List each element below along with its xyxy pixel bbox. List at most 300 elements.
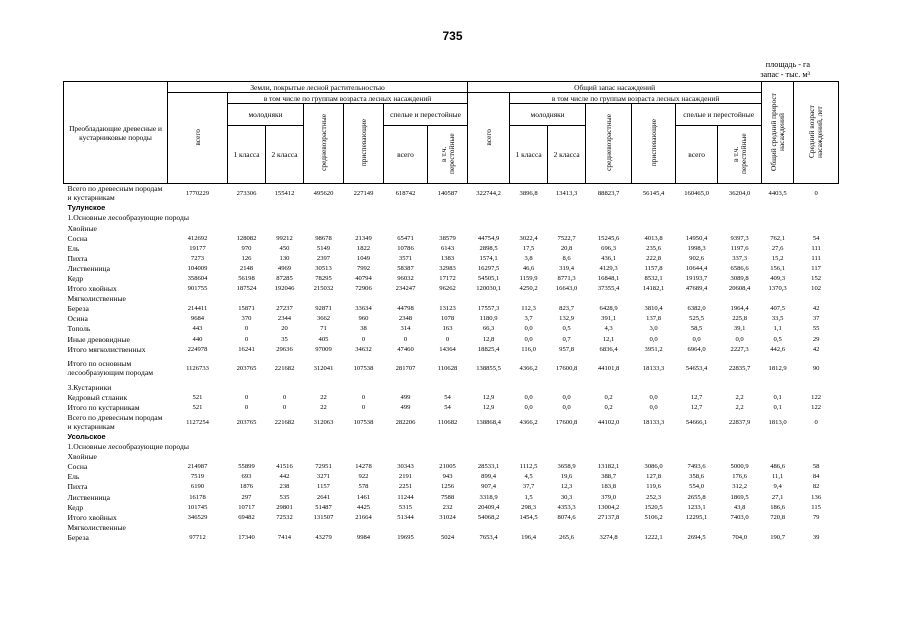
- cell-value: 1049: [356, 254, 371, 262]
- cell-value: 391,1: [601, 315, 617, 323]
- cell-value: 137,8: [646, 315, 662, 323]
- cell-value: 7493,6: [687, 463, 706, 471]
- cell-value: 215032: [313, 285, 334, 293]
- cell-value: 297: [241, 493, 252, 501]
- cell-value: 0,0: [524, 404, 533, 412]
- cell-value: 18825,4: [477, 345, 500, 353]
- cell-value: 1574,1: [479, 254, 498, 262]
- cell-value: 495620: [304, 184, 344, 203]
- cell-value: 9684: [190, 315, 205, 323]
- cell-value: 38: [360, 325, 367, 333]
- cell-value: 823,7: [559, 305, 575, 313]
- cell-value: 82: [812, 483, 820, 491]
- cell-value: 1520,5: [644, 503, 663, 511]
- table-row: [64, 472, 839, 482]
- cell-value: 5315: [398, 503, 413, 511]
- cell-value: 3571: [398, 254, 413, 262]
- cell-value: 499: [400, 394, 411, 402]
- table-row: [64, 403, 839, 413]
- cell-value: 17172: [439, 275, 456, 282]
- cell-value: 298,3: [521, 503, 537, 511]
- cell-value: 54505,1: [477, 275, 500, 282]
- cell-value: 7992: [356, 264, 371, 272]
- cell-value: 0,0: [524, 335, 533, 343]
- row-label: Кедр: [67, 502, 84, 512]
- cell-value: 3,0: [649, 325, 658, 333]
- cell-value: 224978: [187, 345, 208, 353]
- forest-stock-table: [63, 81, 839, 543]
- cell-value: 8771,3: [557, 275, 576, 282]
- cell-value: 97712: [189, 533, 206, 541]
- cell-value: 51487: [315, 503, 332, 511]
- cell-value: 156,1: [770, 264, 786, 272]
- cell-value: 51344: [397, 513, 414, 521]
- cell-value: 101745: [187, 503, 208, 511]
- units-stock: запас - тыс. м³: [760, 70, 810, 79]
- cell-value: 96032: [397, 275, 414, 282]
- cell-value: 72906: [355, 285, 372, 293]
- header-growth: Общий средний прирост насаждений: [762, 82, 794, 184]
- cell-value: 409,3: [770, 275, 786, 282]
- cell-value: 183,8: [601, 483, 617, 491]
- cell-value: 187524: [236, 285, 257, 293]
- cell-value: 90: [812, 364, 820, 372]
- row-label: Всего по древесным породам и кустарникам: [64, 184, 168, 203]
- cell-value: 15245,6: [597, 234, 620, 242]
- row-label: Пихта: [67, 253, 88, 263]
- cell-value: 312063: [313, 418, 334, 426]
- cell-value: 8074,6: [557, 513, 576, 521]
- table-row: [64, 184, 839, 203]
- cell-value: 1,1: [773, 325, 782, 333]
- cell-value: 110628: [437, 364, 458, 372]
- group-heading-row: [64, 442, 839, 452]
- cell-value: 970: [241, 244, 252, 252]
- cell-value: 1256: [440, 483, 455, 491]
- row-label: Итого по кустарникам: [67, 403, 140, 413]
- cell-value: 720,8: [770, 513, 786, 521]
- cell-value: 0: [361, 394, 366, 402]
- cell-value: 54: [812, 234, 820, 242]
- cell-value: 92871: [315, 305, 332, 313]
- cell-value: 14364: [439, 345, 456, 353]
- header-stock-middle: средневозрастные: [586, 104, 632, 184]
- cell-value: 140587: [428, 184, 468, 203]
- cell-value: 319,4: [559, 264, 575, 272]
- header-area-class1: 1 класса: [228, 126, 266, 184]
- cell-value: 696,3: [601, 244, 617, 252]
- cell-value: 1180,9: [479, 315, 498, 323]
- row-label: Кедр: [67, 274, 84, 283]
- cell-value: 2898,5: [479, 244, 498, 252]
- cell-value: 1157: [317, 483, 330, 491]
- header-area-young: молодняки: [228, 104, 304, 126]
- cell-value: 39: [812, 533, 820, 541]
- cell-value: 12,7: [690, 404, 703, 412]
- cell-value: 20: [281, 325, 288, 333]
- cell-value: 4353,3: [557, 503, 576, 511]
- cell-value: 54666,1: [685, 418, 708, 426]
- cell-value: 960: [358, 315, 369, 323]
- cell-value: 5024: [440, 533, 455, 541]
- cell-value: 0: [403, 335, 408, 343]
- cell-value: 17340: [238, 533, 255, 541]
- cell-value: 56145,4: [632, 184, 676, 203]
- cell-value: 442,6: [770, 345, 786, 353]
- cell-value: 1126733: [186, 364, 209, 372]
- cell-value: 112,3: [521, 305, 536, 313]
- cell-value: 96262: [439, 285, 456, 293]
- cell-value: 4366,2: [519, 364, 538, 372]
- header-avg-age: Средний возраст насаждений, лет: [794, 82, 839, 184]
- cell-value: 499: [400, 404, 411, 412]
- cell-value: 58387: [397, 264, 414, 272]
- row-label: Ель: [67, 243, 80, 253]
- header-area-overmature: в т.ч. перестойные: [428, 126, 468, 184]
- cell-value: 21349: [355, 234, 372, 242]
- cell-value: 44754,9: [477, 234, 500, 242]
- cell-value: 2397: [316, 254, 331, 262]
- group-heading-row: [64, 452, 839, 462]
- cell-value: 346529: [187, 513, 208, 521]
- cell-value: 27,1: [771, 493, 784, 501]
- cell-value: 6190: [190, 483, 205, 491]
- header-stock-class2: 2 класса: [548, 126, 586, 184]
- cell-value: 127,8: [646, 473, 662, 481]
- table-row: [64, 462, 839, 472]
- row-label: 1.Основные лесообразующие породы: [67, 213, 189, 223]
- cell-value: 163: [442, 325, 453, 333]
- cell-value: 901755: [187, 285, 208, 293]
- cell-value: 1461: [356, 493, 371, 501]
- row-label: Тополь: [67, 324, 91, 334]
- row-label: Итого по основным лесообразующим породам: [67, 359, 154, 378]
- cell-value: 312,2: [732, 483, 748, 491]
- cell-value: 186,6: [770, 503, 786, 511]
- cell-value: 2148: [239, 264, 254, 272]
- cell-value: 107538: [353, 364, 374, 372]
- cell-value: 69482: [238, 513, 255, 521]
- cell-value: 12,3: [560, 483, 573, 491]
- table-row: [64, 314, 839, 324]
- cell-value: 107538: [353, 418, 374, 426]
- cell-value: 37: [812, 315, 820, 323]
- cell-value: 314: [400, 325, 411, 333]
- cell-value: 72951: [315, 463, 332, 471]
- row-label: Кедровый стланик: [67, 393, 128, 403]
- header-area-middle: средневозрастные: [304, 104, 344, 184]
- cell-value: 1812,9: [768, 364, 787, 372]
- cell-value: 370: [241, 315, 252, 323]
- cell-value: 0,2: [604, 404, 613, 412]
- cell-value: 6428,9: [599, 305, 618, 313]
- cell-value: 56198: [238, 275, 255, 282]
- cell-value: 2251: [398, 483, 413, 491]
- cell-value: 235,6: [646, 244, 662, 252]
- cell-value: 28533,1: [477, 463, 500, 471]
- cell-value: 1869,5: [730, 493, 749, 501]
- cell-value: 3,8: [524, 254, 533, 262]
- cell-value: 0,0: [524, 394, 533, 402]
- cell-value: 5106,2: [644, 513, 663, 521]
- cell-value: 40794: [355, 275, 372, 282]
- cell-value: 136: [811, 493, 822, 501]
- header-stock-mature-total: всего: [676, 126, 718, 184]
- cell-value: 16178: [189, 493, 206, 501]
- row-label: Итого хвойных: [67, 284, 117, 294]
- cell-value: 1,5: [524, 493, 533, 501]
- cell-value: 0: [244, 335, 249, 343]
- cell-value: 34632: [355, 345, 372, 353]
- cell-value: 176,6: [732, 473, 748, 481]
- cell-value: 33634: [355, 305, 372, 313]
- cell-value: 5149: [316, 244, 331, 252]
- cell-value: 693: [241, 473, 252, 481]
- cell-value: 203765: [236, 364, 257, 372]
- header-species: Преобладающие древесные и кустарниковые породы: [64, 82, 168, 184]
- cell-value: 41516: [276, 463, 293, 471]
- cell-value: 54068,2: [477, 513, 500, 521]
- row-label: 1.Основные лесообразующие породы: [67, 442, 189, 452]
- table-body: [64, 184, 839, 543]
- cell-value: 19695: [397, 533, 414, 541]
- cell-value: 43,8: [733, 503, 746, 511]
- cell-value: 0,5: [562, 325, 571, 333]
- cell-value: 521: [192, 394, 203, 402]
- cell-value: 16297,5: [477, 264, 500, 272]
- cell-value: 3086,0: [644, 463, 663, 471]
- cell-value: 7273: [190, 254, 205, 262]
- cell-value: 104009: [187, 264, 208, 272]
- table-row: [64, 273, 839, 283]
- cell-value: 535: [279, 493, 290, 501]
- cell-value: 0,0: [649, 404, 658, 412]
- cell-value: 71: [320, 325, 327, 333]
- cell-value: 14182,1: [642, 285, 665, 293]
- header-area-mature: спелые и перестойные: [384, 104, 468, 126]
- cell-value: 54: [444, 394, 451, 402]
- cell-value: 12,7: [690, 394, 703, 402]
- cell-value: 943: [442, 473, 453, 481]
- cell-value: 0,0: [692, 335, 701, 343]
- table-row: [64, 324, 839, 334]
- cell-value: 13413,3: [548, 184, 586, 203]
- cell-value: 618742: [384, 184, 428, 203]
- header-stock-young: молодняки: [510, 104, 586, 126]
- table-row: [64, 532, 839, 542]
- cell-value: 98678: [315, 234, 332, 242]
- cell-value: 55: [812, 325, 820, 333]
- cell-value: 554,0: [689, 483, 705, 491]
- cell-value: 131507: [313, 513, 334, 521]
- cell-value: 4250,2: [519, 285, 538, 293]
- cell-value: 225,8: [732, 315, 748, 323]
- cell-value: 232: [442, 503, 453, 511]
- table-row: [64, 354, 839, 382]
- group-heading-row: [64, 213, 839, 223]
- cell-value: 16848,1: [597, 275, 620, 282]
- cell-value: 0,0: [649, 394, 658, 402]
- cell-value: 115: [811, 503, 821, 511]
- cell-value: 36204,0: [718, 184, 762, 203]
- cell-value: 9397,3: [730, 234, 749, 242]
- cell-value: 7414: [277, 533, 292, 541]
- cell-value: 132,9: [559, 315, 575, 323]
- cell-value: 0: [445, 335, 450, 343]
- cell-value: 0,0: [735, 335, 744, 343]
- cell-value: 78295: [315, 275, 332, 282]
- cell-value: 126: [241, 254, 252, 262]
- group-heading-row: [64, 294, 839, 304]
- cell-value: 17600,8: [555, 364, 578, 372]
- cell-value: 704,0: [732, 533, 748, 541]
- cell-value: 1127254: [186, 418, 209, 426]
- row-label: Лиственница: [67, 492, 110, 502]
- cell-value: 2191: [398, 473, 413, 481]
- cell-value: 196,4: [521, 533, 537, 541]
- cell-value: 4,3: [604, 325, 613, 333]
- cell-value: 1383: [440, 254, 455, 262]
- header-stock-mature: спелые и перестойные: [676, 104, 762, 126]
- cell-value: 0: [244, 325, 249, 333]
- cell-value: 54: [444, 404, 451, 412]
- cell-value: 44798: [397, 305, 414, 313]
- cell-value: 1078: [440, 315, 455, 323]
- cell-value: 12,9: [482, 394, 495, 402]
- cell-value: 578: [358, 483, 369, 491]
- cell-value: 155412: [266, 184, 304, 203]
- cell-value: 122: [811, 404, 822, 412]
- cell-value: 0: [282, 404, 287, 412]
- cell-value: 221682: [274, 418, 295, 426]
- cell-value: 192046: [274, 285, 295, 293]
- cell-value: 450: [279, 244, 290, 252]
- cell-value: 762,1: [770, 234, 786, 242]
- row-label: 3.Кустарники: [67, 382, 112, 392]
- cell-value: 30513: [315, 264, 332, 272]
- cell-value: 19,6: [560, 473, 573, 481]
- cell-value: 1964,4: [730, 305, 749, 313]
- cell-value: 6586,6: [730, 264, 749, 272]
- cell-value: 29636: [276, 345, 293, 353]
- header-stock-total: всего: [468, 93, 510, 184]
- cell-value: 1197,6: [730, 244, 749, 252]
- row-label: Тулунское: [67, 203, 106, 213]
- cell-value: 7653,4: [479, 533, 498, 541]
- header-stock-group: Общий запас насаждений: [468, 82, 762, 93]
- cell-value: 38579: [439, 234, 456, 242]
- cell-value: 379,0: [601, 493, 617, 501]
- cell-value: 37,7: [522, 483, 535, 491]
- row-label: Береза: [67, 304, 89, 314]
- cell-value: 521: [192, 404, 203, 412]
- row-label: Пихта: [67, 482, 88, 492]
- header-area-by-age: в том числе по группам возраста лесных насаждений: [228, 93, 468, 104]
- cell-value: 0: [244, 394, 249, 402]
- cell-value: 17,5: [522, 244, 535, 252]
- cell-value: 4,5: [524, 473, 533, 481]
- cell-value: 273306: [228, 184, 266, 203]
- cell-value: 10644,4: [685, 264, 708, 272]
- section-heading-row: [64, 203, 839, 213]
- cell-value: 128082: [236, 234, 257, 242]
- cell-value: 119,6: [646, 483, 661, 491]
- cell-value: 234247: [395, 285, 416, 293]
- row-label: Хвойные: [67, 223, 97, 233]
- table-row: [64, 413, 839, 432]
- cell-value: 31024: [439, 513, 456, 521]
- cell-value: 214987: [187, 463, 208, 471]
- cell-value: 39,1: [733, 325, 746, 333]
- cell-value: 32983: [439, 264, 456, 272]
- cell-value: 87285: [276, 275, 293, 282]
- units-note: [720, 60, 810, 80]
- cell-value: 18133,3: [642, 418, 665, 426]
- cell-value: 4425: [356, 503, 371, 511]
- cell-value: 22: [320, 404, 327, 412]
- row-label: Мягколиственные: [67, 522, 126, 532]
- cell-value: 907,4: [481, 483, 497, 491]
- cell-value: 9,4: [773, 483, 782, 491]
- cell-value: 1813,0: [768, 418, 787, 426]
- row-label: Лиственница: [67, 263, 110, 273]
- cell-value: 9984: [356, 533, 371, 541]
- cell-value: 3274,8: [599, 533, 618, 541]
- table-row: [64, 392, 839, 402]
- cell-value: 55899: [238, 463, 255, 471]
- cell-value: 117: [811, 264, 821, 272]
- cell-value: 0: [794, 184, 839, 203]
- cell-value: 27137,8: [597, 513, 620, 521]
- row-label: Сосна: [67, 462, 88, 472]
- cell-value: 58: [812, 463, 820, 471]
- row-label: Итого мягколиственных: [67, 344, 146, 354]
- cell-value: 227149: [344, 184, 384, 203]
- cell-value: 120030,1: [476, 285, 501, 293]
- cell-value: 97009: [315, 345, 332, 353]
- table-row: [64, 263, 839, 273]
- cell-value: 110682: [437, 418, 458, 426]
- header-stock-class1: 1 класса: [510, 126, 548, 184]
- cell-value: 1222,1: [644, 533, 663, 541]
- cell-value: 35: [281, 335, 288, 343]
- cell-value: 116,0: [521, 345, 536, 353]
- cell-value: 79: [812, 513, 820, 521]
- cell-value: 42: [812, 345, 820, 353]
- cell-value: 7522,7: [557, 234, 576, 242]
- cell-value: 58,5: [690, 325, 703, 333]
- cell-value: 0: [814, 418, 818, 426]
- cell-value: 922: [358, 473, 369, 481]
- cell-value: 2227,3: [730, 345, 749, 353]
- cell-value: 2655,8: [687, 493, 706, 501]
- cell-value: 7519: [190, 473, 205, 481]
- cell-value: 20,8: [560, 244, 573, 252]
- table-row: [64, 253, 839, 263]
- cell-value: 1157,8: [644, 264, 663, 272]
- cell-value: 3951,2: [644, 345, 663, 353]
- cell-value: 13004,2: [597, 503, 620, 511]
- cell-value: 1370,3: [768, 285, 787, 293]
- cell-value: 3658,9: [557, 463, 576, 471]
- cell-value: 4403,5: [762, 184, 794, 203]
- cell-value: 3089,8: [730, 275, 749, 282]
- cell-value: 6382,0: [687, 305, 706, 313]
- cell-value: 1233,1: [687, 503, 706, 511]
- header-stock-overmature: в т.ч. перестойные: [718, 126, 762, 184]
- row-label: Иные древовидные: [67, 334, 130, 344]
- cell-value: 281707: [395, 364, 416, 372]
